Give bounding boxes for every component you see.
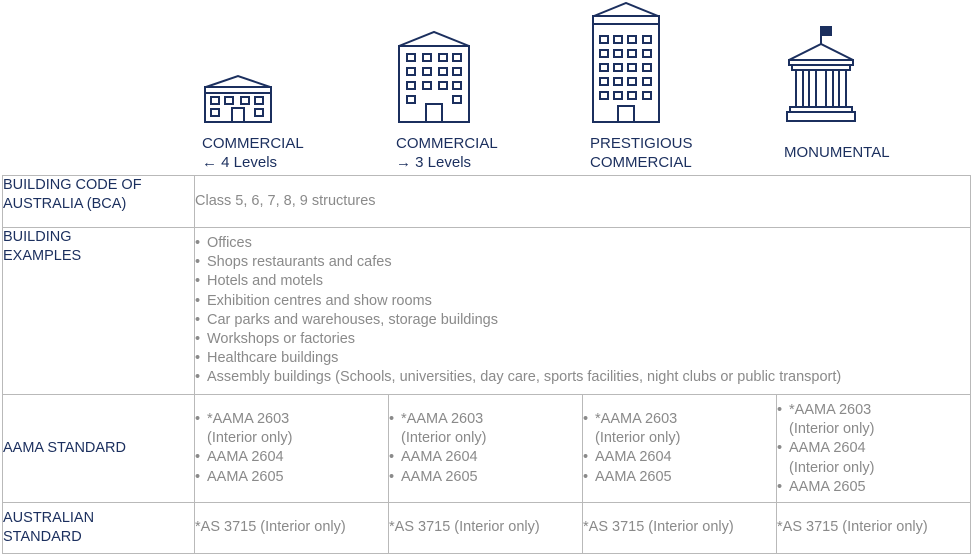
list-item — [195, 410, 388, 448]
list-item: • Healthcare buildings — [195, 349, 970, 368]
list-item: • AAMA 2605 — [389, 468, 582, 487]
column-header-commercial-mid — [396, 0, 589, 175]
list-item: • Assembly buildings (Schools, universities, day care, sports facilities, night clubs or public transport) — [195, 368, 970, 387]
as-standard-value: *AS 3715 (Interior only) — [389, 519, 540, 536]
row-heading-line1: BUILDING CODE OF — [3, 177, 142, 193]
standard-note: (Interior only) — [789, 421, 875, 438]
table-row-bca — [3, 176, 971, 228]
column-title-line2: ← 4 Levels — [202, 154, 278, 171]
row-heading — [3, 176, 195, 228]
tall-tower-icon — [590, 2, 662, 126]
row-heading-line2: STANDARD — [3, 529, 82, 546]
list-item — [389, 410, 582, 448]
row-heading — [3, 395, 195, 503]
aama-cell-prestigious — [583, 395, 777, 503]
aama-cell-commercial-low — [195, 395, 389, 503]
column-title-line1: MONUMENTAL — [784, 144, 890, 161]
column-header-area — [0, 0, 972, 175]
standard-name: *AAMA 2603 — [401, 411, 484, 427]
column-title-line2: COMMERCIAL — [590, 154, 692, 171]
bca-value: Class 5, 6, 7, 8, 9 structures — [195, 192, 376, 209]
as-cell-commercial-low — [195, 503, 389, 554]
low-rise-building-icon — [202, 74, 274, 126]
standard-note: (Interior only) — [207, 430, 293, 447]
aama-cell-monumental — [777, 395, 971, 503]
table-row-examples — [3, 228, 971, 395]
list-item: • Workshops or factories — [195, 330, 970, 349]
column-header-monumental — [784, 0, 972, 175]
aama-cell-commercial-mid — [389, 395, 583, 503]
as-standard-value: *AS 3715 (Interior only) — [583, 519, 734, 536]
list-item — [583, 410, 776, 448]
list-item: • Shops restaurants and cafes — [195, 253, 970, 272]
list-item: • AAMA 2604 — [195, 448, 388, 467]
list-item — [777, 401, 970, 439]
standard-name: *AAMA 2603 — [207, 411, 290, 427]
column-title-line2: → 3 Levels — [396, 154, 472, 171]
table-row-australian — [3, 503, 971, 554]
as-cell-prestigious — [583, 503, 777, 554]
list-item: • AAMA 2605 — [777, 478, 970, 497]
office-building-icon — [396, 30, 472, 126]
column-title-line1: COMMERCIAL — [202, 135, 304, 152]
standard-name: *AAMA 2603 — [595, 411, 678, 427]
list-item: • Hotels and motels — [195, 272, 970, 291]
as-cell-monumental — [777, 503, 971, 554]
standard-name: AAMA 2604 — [789, 440, 866, 457]
list-item: • Offices — [195, 234, 970, 253]
row-heading-line1: AAMA STANDARD — [3, 439, 127, 456]
list-item: • AAMA 2605 — [583, 468, 776, 487]
row-heading-line1: BUILDING — [3, 229, 72, 245]
row-heading — [3, 228, 195, 395]
list-item: • AAMA 2604 — [583, 448, 776, 467]
column-header-prestigious — [590, 0, 783, 175]
as-cell-commercial-mid — [389, 503, 583, 554]
column-title-line1: COMMERCIAL — [396, 135, 498, 152]
standard-name: *AAMA 2603 — [789, 402, 872, 418]
bca-value-cell — [195, 176, 971, 228]
column-title-line1: PRESTIGIOUS — [590, 135, 693, 152]
row-heading-line1: AUSTRALIAN — [3, 510, 95, 526]
coating-standards-table — [2, 175, 971, 554]
row-heading — [3, 503, 195, 554]
monument-flag-icon — [784, 24, 860, 126]
list-item: • AAMA 2604 — [389, 448, 582, 467]
as-standard-value: *AS 3715 (Interior only) — [777, 519, 928, 536]
list-item: • Exhibition centres and show rooms — [195, 292, 970, 311]
examples-cell — [195, 228, 971, 395]
list-item — [777, 439, 970, 477]
list-item: • Car parks and warehouses, storage buildings — [195, 311, 970, 330]
standard-note: (Interior only) — [595, 430, 681, 447]
column-header-commercial-low — [202, 0, 395, 175]
examples-list — [195, 234, 970, 388]
table-row-aama — [3, 395, 971, 503]
row-heading-line2: EXAMPLES — [3, 248, 82, 265]
standard-note: (Interior only) — [401, 430, 487, 447]
row-heading-line2: AUSTRALIA (BCA) — [3, 196, 127, 213]
list-item: • AAMA 2605 — [195, 468, 388, 487]
as-standard-value: *AS 3715 (Interior only) — [195, 519, 346, 536]
standard-note: (Interior only) — [789, 459, 875, 476]
